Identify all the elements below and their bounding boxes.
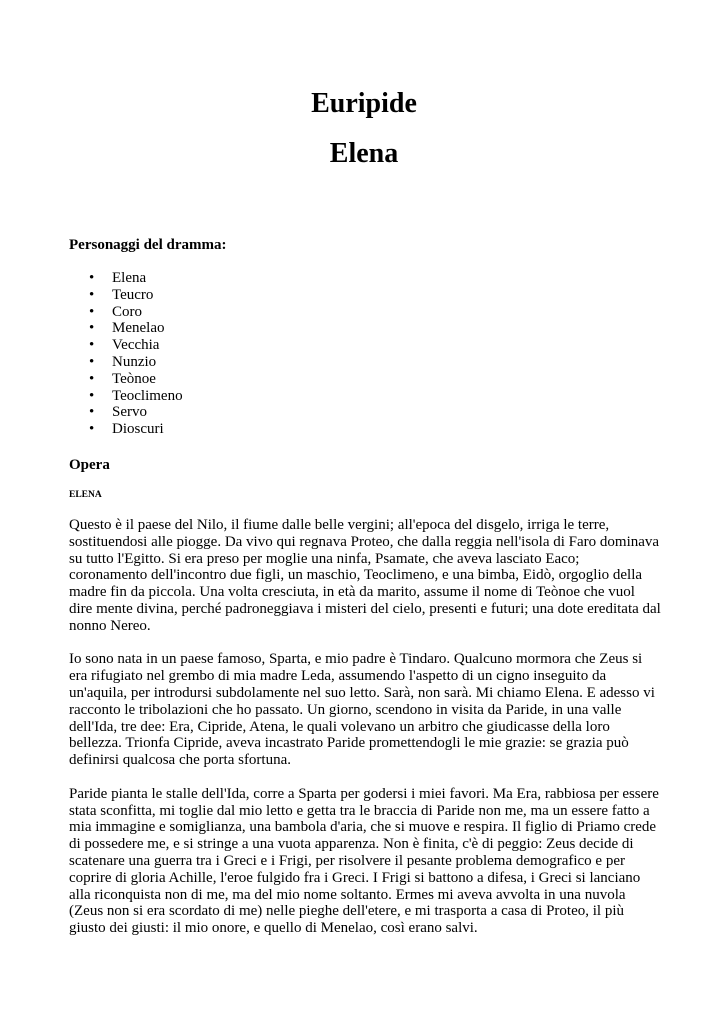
bullet-icon: • <box>89 353 95 370</box>
cast-item <box>69 320 183 337</box>
paragraph: Questo è il paese del Nilo, il fiume dalle belle vergini; all'epoca del disgelo, irriga le terre, sostituendosi alle piogge. Da vivo qui regnava Proteo, che dalla reggia nell'isola di Faro dominava su tutto l'Egitto. Si era preso per moglie una ninfa, Psamate, che aveva lasciato Eaco; coronamento dell'incontro due figli, un maschio, Teoclimeno, e una bimba, Eidò, orgoglio della madre fin da piccola. Una volta cresciuta, in età da marito, assume il nome di Teònoe che vuol dire mente divina, perché padroneggiava i misteri del cielo, presenti e futuri; una dote ereditata dal nonno Nereo. <box>69 517 661 634</box>
opera-heading: Opera <box>69 457 110 473</box>
cast-item <box>69 270 183 287</box>
bullet-icon: • <box>89 286 95 303</box>
cast-item-label: Servo <box>112 404 147 421</box>
cast-item-label: Teoclimeno <box>112 387 183 404</box>
cast-item <box>69 421 183 438</box>
cast-item-label: Elena <box>112 270 147 286</box>
work-title: Elena <box>329 138 399 169</box>
cast-item-label: Coro <box>112 303 142 320</box>
cast-item <box>69 388 183 405</box>
cast-item <box>69 287 183 304</box>
cast-heading: Personaggi del dramma: <box>69 237 227 253</box>
cast-list <box>69 270 183 438</box>
cast-item-label: Dioscuri <box>112 421 164 438</box>
cast-item-label: Teucro <box>112 286 154 303</box>
bullet-icon: • <box>89 320 95 337</box>
cast-item-label: Vecchia <box>112 337 160 354</box>
paragraph: Io sono nata in un paese famoso, Sparta, e mio padre è Tindaro. Qualcuno mormora che Zeus si era rifugiato nel grembo di mia madre Leda, assumendo l'aspetto di un cigno inseguito da un'aquila, per introdursi subdolamente nel suo letto. Sarà, non sarà. Mi chiamo Elena. E adesso vi racconto le tribolazioni che ho passato. Un giorno, scendono in visita da Paride, in una valle dell'Ida, tre dee: Era, Cipride, Atena, le quali volevano un arbitro che giudicasse della loro bellezza. Trionfa Cipride, aveva incastrato Paride promettendogli le mie grazie: se grazia può definirsi qualcosa che porta sfortuna. <box>69 651 655 769</box>
cast-item <box>69 304 183 321</box>
cast-item <box>69 337 183 354</box>
bullet-icon: • <box>89 270 95 286</box>
cast-item-label: Teònoe <box>112 370 156 387</box>
bullet-icon: • <box>89 421 95 438</box>
bullet-icon: • <box>89 303 95 320</box>
cast-item-label: Menelao <box>112 320 165 337</box>
author-title: Euripide <box>311 88 417 119</box>
cast-item <box>69 371 183 388</box>
bullet-icon: • <box>89 387 95 404</box>
cast-item <box>69 354 183 371</box>
bullet-icon: • <box>89 404 95 421</box>
speaker-label: ELENA <box>69 490 102 500</box>
cast-item <box>69 404 183 421</box>
speech-text <box>69 517 661 954</box>
bullet-icon: • <box>89 337 95 354</box>
paragraph: Paride pianta le stalle dell'Ida, corre a Sparta per godersi i miei favori. Ma Era, rabbiosa per essere stata sconfitta, mi toglie dal mio letto e getta tra le braccia di Paride non me, ma un essere fatto a mia immagine e somiglianza, una bambola d'aria, che si muove e respira. Il figlio di Priamo crede di possedere me, e si stringe a una vuota apparenza. Non è finita, c'è di peggio: Zeus decide di scatenare una guerra tra i Greci e i Frigi, per risolvere il pesante problema demografico e per coprire di gloria Achille, l'eroe fulgido fra i Greci. I Frigi si battono a difesa, i Greci si lanciano alla riconquista non di me, ma del mio nome soltanto. Ermes mi aveva avvolta in una nuvola (Zeus non si era scordato di me) nelle pieghe dell'etere, e mi trasporta a casa di Proteo, il più giusto dei giusti: il mio onore, e quello di Menelao, così erano salvi. <box>69 785 659 937</box>
bullet-icon: • <box>89 370 95 387</box>
cast-item-label: Nunzio <box>112 353 157 370</box>
